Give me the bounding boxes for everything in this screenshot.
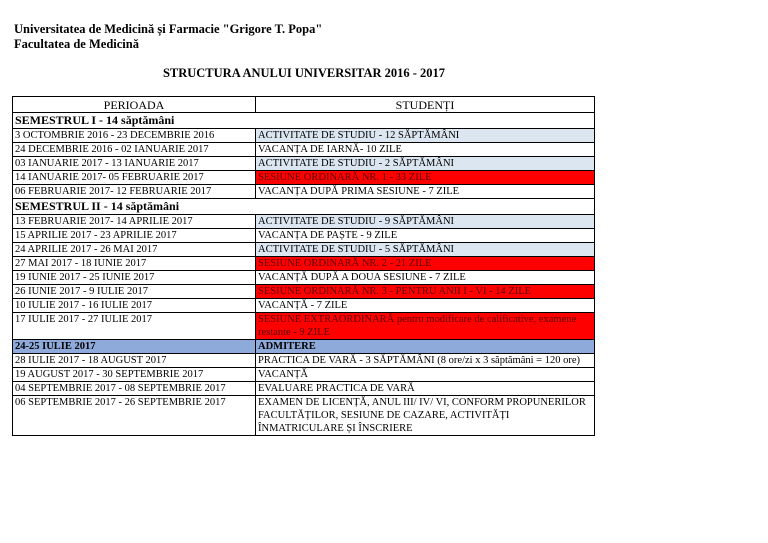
period-cell: 17 IULIE 2017 - 27 IULIE 2017 xyxy=(13,313,256,340)
faculty-name: Facultatea de Medicină xyxy=(14,37,139,51)
period-cell: 03 IANUARIE 2017 - 13 IANUARIE 2017 xyxy=(13,157,256,171)
period-cell: 28 IULIE 2017 - 18 AUGUST 2017 xyxy=(13,354,256,368)
period-cell: 15 APRILIE 2017 - 23 APRILIE 2017 xyxy=(13,229,256,243)
activity-cell: ADMITERE xyxy=(256,340,595,354)
activity-cell: VACANȚA DE PAȘTE - 9 ZILE xyxy=(256,229,595,243)
period-cell: 24 APRILIE 2017 - 26 MAI 2017 xyxy=(13,243,256,257)
university-name: Universitatea de Medicină și Farmacie "Grigore T. Popa" xyxy=(14,22,323,36)
semester-2-label: SEMESTRUL II - 14 săptămâni xyxy=(13,199,595,215)
period-cell: 3 OCTOMBRIE 2016 - 23 DECEMBRIE 2016 xyxy=(13,129,256,143)
activity-cell: VACANȚĂ DUPĂ A DOUA SESIUNE - 7 ZILE xyxy=(256,271,595,285)
period-cell: 24-25 IULIE 2017 xyxy=(13,340,256,354)
activity-cell: SESIUNE EXTRAORDINARĂ pentru modificare de calificative, examene restante - 9 ZILE xyxy=(256,313,595,340)
table-row xyxy=(13,171,595,185)
activity-cell: PRACTICA DE VARĂ - 3 SĂPTĂMÂNI (8 ore/zi x 3 săptămâni = 120 ore) xyxy=(256,354,595,368)
document-header xyxy=(14,22,322,52)
table-row xyxy=(13,299,595,313)
activity-cell: VACANȚĂ - 7 ZILE xyxy=(256,299,595,313)
table-row xyxy=(13,313,595,340)
period-cell: 14 IANUARIE 2017- 05 FEBRUARIE 2017 xyxy=(13,171,256,185)
table-row xyxy=(13,185,595,199)
document-title: STRUCTURA ANULUI UNIVERSITAR 2016 - 2017 xyxy=(162,66,446,80)
column-header-period: PERIOADA xyxy=(13,97,256,113)
table-row xyxy=(13,396,595,436)
period-cell: 19 AUGUST 2017 - 30 SEPTEMBRIE 2017 xyxy=(13,368,256,382)
activity-cell: VACANȚA DUPĂ PRIMA SESIUNE - 7 ZILE xyxy=(256,185,595,199)
academic-year-table xyxy=(12,96,595,436)
admission-row xyxy=(13,340,595,354)
table-row xyxy=(13,215,595,229)
table-row xyxy=(13,129,595,143)
period-cell: 04 SEPTEMBRIE 2017 - 08 SEPTEMBRIE 2017 xyxy=(13,382,256,396)
activity-cell: EXAMEN DE LICENȚĂ, ANUL III/ IV/ VI, CONFORM PROPUNERILOR FACULTĂȚILOR, SESIUNE DE CAZARE, ACTIVITĂȚI ÎNMATRICULARE ȘI ÎNSCRIERE xyxy=(256,396,595,436)
table-row xyxy=(13,143,595,157)
table-row xyxy=(13,285,595,299)
activity-cell: SESIUNE ORDINARĂ NR. 3 - PENTRU ANII I - VI - 14 ZILE xyxy=(256,285,595,299)
activity-cell: VACANȚA DE IARNĂ- 10 ZILE xyxy=(256,143,595,157)
period-cell: 26 IUNIE 2017 - 9 IULIE 2017 xyxy=(13,285,256,299)
table-row xyxy=(13,382,595,396)
activity-cell: VACANȚĂ xyxy=(256,368,595,382)
table-header-row xyxy=(13,97,595,113)
semester-row xyxy=(13,113,595,129)
period-cell: 24 DECEMBRIE 2016 - 02 IANUARIE 2017 xyxy=(13,143,256,157)
table-row xyxy=(13,257,595,271)
table-row xyxy=(13,229,595,243)
semester-row xyxy=(13,199,595,215)
period-cell: 27 MAI 2017 - 18 IUNIE 2017 xyxy=(13,257,256,271)
table-row xyxy=(13,354,595,368)
period-cell: 19 IUNIE 2017 - 25 IUNIE 2017 xyxy=(13,271,256,285)
table-row xyxy=(13,157,595,171)
activity-cell: SESIUNE ORDINARĂ NR. 1 - 33 ZILE xyxy=(256,171,595,185)
period-cell: 06 FEBRUARIE 2017- 12 FEBRUARIE 2017 xyxy=(13,185,256,199)
period-cell: 13 FEBRUARIE 2017- 14 APRILIE 2017 xyxy=(13,215,256,229)
activity-cell: ACTIVITATE DE STUDIU - 9 SĂPTĂMÂNI xyxy=(256,215,595,229)
period-cell: 06 SEPTEMBRIE 2017 - 26 SEPTEMBRIE 2017 xyxy=(13,396,256,436)
period-cell: 10 IULIE 2017 - 16 IULIE 2017 xyxy=(13,299,256,313)
table-row xyxy=(13,271,595,285)
column-header-students: STUDENȚI xyxy=(256,97,595,113)
table-row xyxy=(13,243,595,257)
activity-cell: ACTIVITATE DE STUDIU - 5 SĂPTĂMÂNI xyxy=(256,243,595,257)
activity-cell: SESIUNE ORDINARĂ NR. 2 - 21 ZILE xyxy=(256,257,595,271)
semester-1-label: SEMESTRUL I - 14 săptămâni xyxy=(13,113,595,129)
activity-cell: ACTIVITATE DE STUDIU - 12 SĂPTĂMÂNI xyxy=(256,129,595,143)
table-row xyxy=(13,368,595,382)
activity-cell: ACTIVITATE DE STUDIU - 2 SĂPTĂMÂNI xyxy=(256,157,595,171)
activity-cell: EVALUARE PRACTICA DE VARĂ xyxy=(256,382,595,396)
